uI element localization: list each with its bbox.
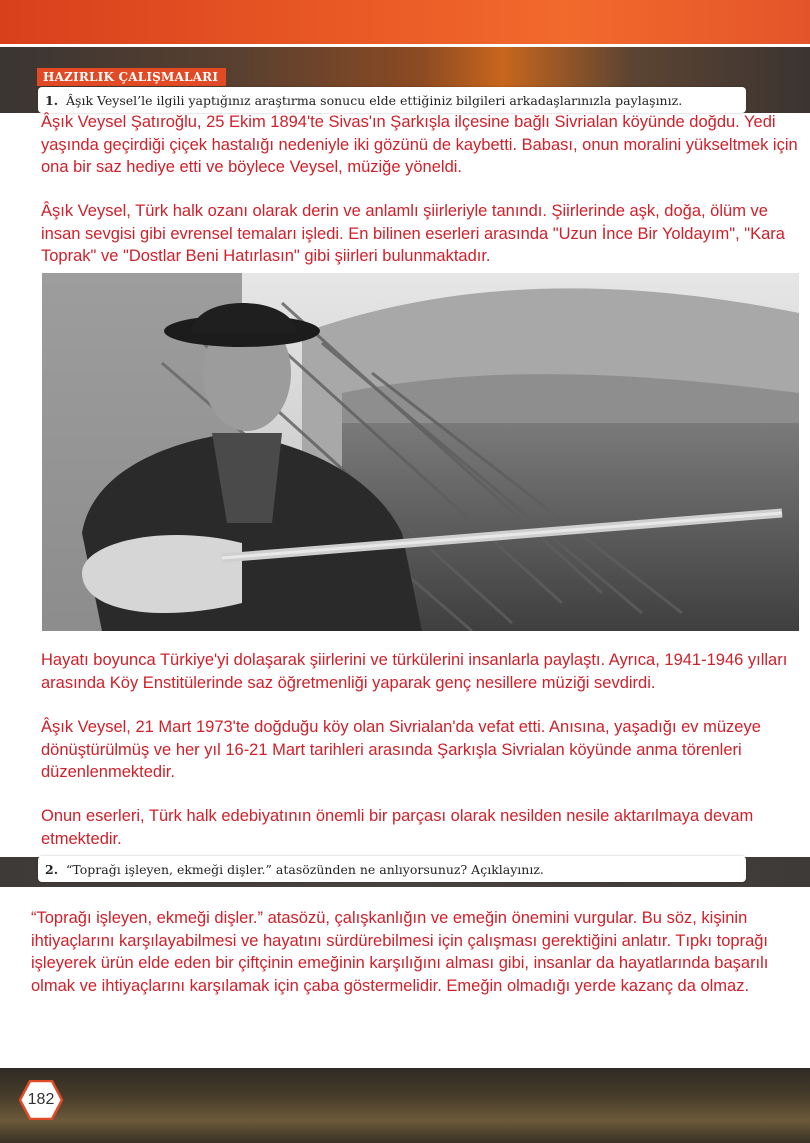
answer-1-paragraph-4: Âşık Veysel, 21 Mart 1973'te doğduğu köy olan Sivrialan'da vefat etti. Anısına, yaşadığı ev müzeye dönüştürülmüş ve her yıl 16-21 Mart tarihleri arasında Şarkışla Sivrialan köyünde anma törenleri düzenlenmektedir. — [41, 718, 761, 781]
answer-1-paragraph-3: Hayatı boyunca Türkiye'yi dolaşarak şiirlerini ve türkülerini insanlarla paylaştı. Ayrıca, 1941-1946 yılları arasında Köy Enstitülerinde saz öğretmenliği yaparak genç nesillere müziği sevdirdi. — [41, 651, 788, 692]
question-1-box — [38, 87, 746, 113]
answer-2-paragraph: “Toprağı işleyen, ekmeği dişler.” atasözü, çalışkanlığın ve emeğin önemini vurgular. Bu söz, kişinin ihtiyaçlarını karşılayabilmesi ve hayatını sürdürebilmesi için çalışması gerektiğini anlatır. Tıpkı toprağı işleyerek ürün elde eden bir çiftçinin emeğinin karşılığını alması gibi, insanlar da hayatlarında başarılı olmak ve ihtiyaçlarını karşılamak için çaba göstermelidir. Emeğin olmadığı yerde kazanç da olmaz. — [31, 909, 769, 995]
top-banner — [0, 0, 810, 44]
section-label: HAZIRLIK ÇALIŞMALARI — [37, 68, 226, 86]
photo-illustration — [42, 273, 799, 631]
question-1-text: Âşık Veysel’le ilgili yaptığınız araştırma sonucu elde ettiğiniz bilgileri arkadaşlarınızla paylaşınız. — [66, 93, 683, 108]
question-1-number: 1. — [45, 93, 59, 108]
asik-veysel-photo — [42, 273, 799, 631]
footer-band — [0, 1068, 810, 1143]
question-2-number: 2. — [45, 862, 59, 877]
answer-1-paragraph-1: Âşık Veysel Şatıroğlu, 25 Ekim 1894'te Sivas'ın Şarkışla ilçesine bağlı Sivrialan köyünde doğdu. Yedi yaşında geçirdiği çiçek hastalığı nedeniyle iki gözünü de kaybetti. Babası, onun moralini yükseltmek için ona bir saz hediye etti ve böylece Veysel, müziğe yöneldi. — [41, 113, 798, 176]
question-2-box — [38, 856, 746, 882]
question-2-text: “Toprağı işleyen, ekmeği dişler.” atasözünden ne anlıyorsunuz? Açıklayınız. — [66, 862, 544, 877]
answer-1-paragraph-2: Âşık Veysel, Türk halk ozanı olarak derin ve anlamlı şiirleriyle tanındı. Şiirlerinde aşk, doğa, ölüm ve insan sevgisi gibi evrensel temaları işledi. En bilinen eserleri arasında "Uzun İnce Bir Yoldayım", "Kara Toprak" ve "Dostlar Beni Hatırlasın" gibi şiirleri bulunmaktadır. — [41, 202, 785, 265]
answer-1-paragraph-5: Onun eserleri, Türk halk edebiyatının önemli bir parçası olarak nesilden nesile aktarılmaya devam etmektedir. — [41, 807, 754, 848]
page-number: 182 — [27, 1091, 55, 1108]
